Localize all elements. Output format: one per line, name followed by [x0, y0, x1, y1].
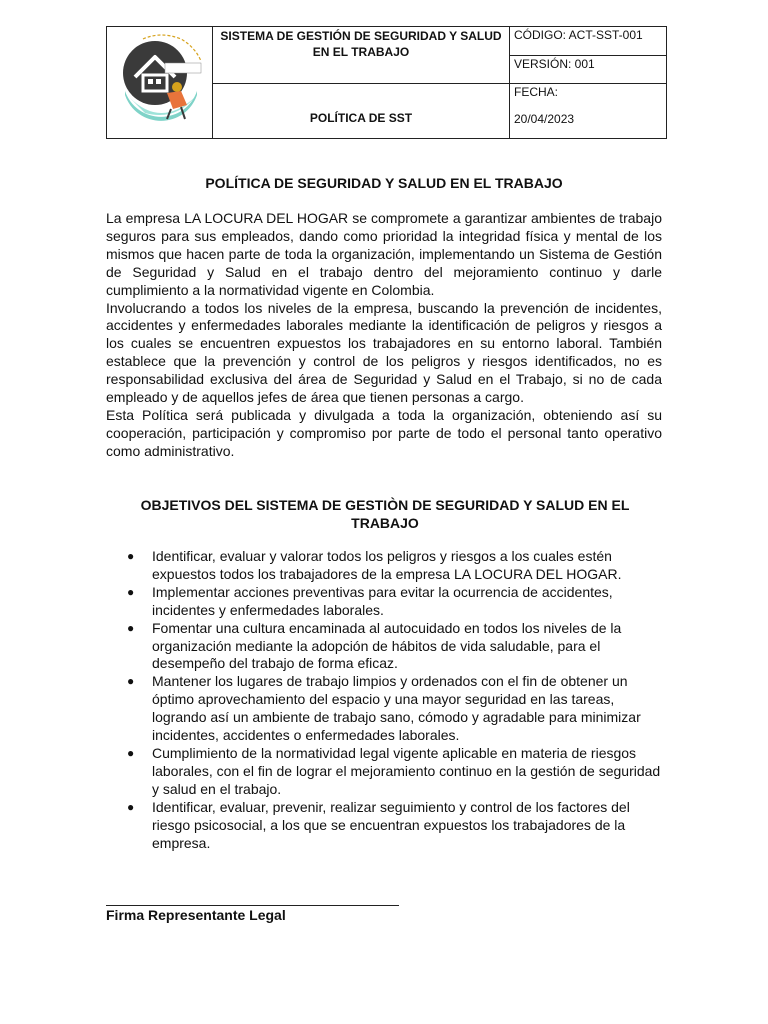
header-table [106, 26, 667, 139]
list-item [127, 548, 667, 584]
policy-body [106, 210, 662, 461]
bullet-icon: ● [127, 620, 135, 635]
paragraph: Involucrando a todos los niveles de la empresa, buscando la prevención de incidentes, accidentes y enfermedades laborales mediante la identificación de peligros y riesgos a los cuales se encuentren expuestos los trabajadores en su entorno laboral. También establece que la prevención y control de los peligros y riesgos identificados, no es responsabilidad exclusiva del área de Seguridad y Salud en el Trabajo, si no de cada empleado y de aquellos jefes de área que tienen personas a cargo. [106, 299, 662, 406]
signature-label: Firma Representante Legal [106, 907, 286, 923]
list-item [127, 799, 667, 853]
date-label: FECHA: [514, 85, 559, 99]
list-item [127, 584, 667, 620]
date-value: 20/04/2023 [514, 112, 575, 126]
objective-text: Identificar, evaluar, prevenir, realizar seguimiento y control de los factores del riesgo psicosocial, a los que se encuentran expuestos los trabajadores de la empresa. [152, 798, 630, 851]
bullet-icon: ● [127, 745, 135, 760]
objective-text: Mantener los lugares de trabajo limpios y ordenados con el fin de obtener un óptimo aprovechamiento del espacio y una mayor seguridad en las tareas, logrando así un ambiente de trabajo sano, cómodo y agradable para minimizar incidentes, accidentes o enfermedades laborales. [152, 673, 641, 744]
list-item [127, 620, 667, 674]
objective-text: Cumplimiento de la normatividad legal vigente aplicable en materia de riesgos laborales, con el fin de lograr el mejoramiento continuo en la gestión de seguridad y salud en el trabajo. [152, 744, 661, 797]
list-item [127, 673, 667, 745]
objective-text: Fomentar una cultura encaminada al autocuidado en todos los niveles de la organización mediante la adopción de hábitos de vida saludable, para el desempeño del trabajo de forma eficaz. [152, 619, 622, 672]
objective-text: Implementar acciones preventivas para evitar la ocurrencia de accidentes, incidentes y enfermedades laborales. [152, 583, 613, 618]
policy-heading: POLÍTICA DE SEGURIDAD Y SALUD EN EL TRABAJO [205, 175, 563, 191]
paragraph: Esta Política será publicada y divulgada a toda la organización, obteniendo así su cooperación, participación y compromiso por parte de todo el personal tanto operativo como administrativo. [106, 406, 662, 459]
policy-title: POLÍTICA DE SST [213, 84, 510, 138]
objective-text: Identificar, evaluar y valorar todos los peligros y riesgos a los cuales estén expuestos todos los trabajadores de la empresa LA LOCURA DEL HOGAR. [152, 548, 622, 582]
document-version: VERSIÓN: 001 [510, 56, 666, 84]
house-logo-icon [115, 31, 207, 127]
bullet-icon: ● [127, 799, 135, 814]
document-code: CÓDIGO: ACT-SST-001 [510, 27, 666, 56]
paragraph: La empresa LA LOCURA DEL HOGAR se compromete a garantizar ambientes de trabajo seguros para sus empleados, dando como prioridad la integridad física y mental de los mismos que hacen parte de toda la organización, implementando un Sistema de Gestión de Seguridad y Salud en el trabajo dentro del mejoramiento continuo y darle cumplimiento a la normatividad vigente en Colombia. [106, 210, 662, 298]
system-title: SISTEMA DE GESTIÓN DE SEGURIDAD Y SALUD EN EL TRABAJO [213, 27, 510, 84]
bullet-icon: ● [127, 584, 135, 599]
list-item [127, 745, 667, 799]
logo-cell [107, 27, 213, 138]
document-date [510, 84, 666, 138]
objectives-heading: OBJETIVOS DEL SISTEMA DE GESTIÒN DE SEGURIDAD Y SALUD EN EL TRABAJO [140, 497, 630, 531]
bullet-icon: ● [127, 549, 135, 563]
objectives-list [127, 548, 667, 852]
bullet-icon: ● [127, 674, 135, 689]
